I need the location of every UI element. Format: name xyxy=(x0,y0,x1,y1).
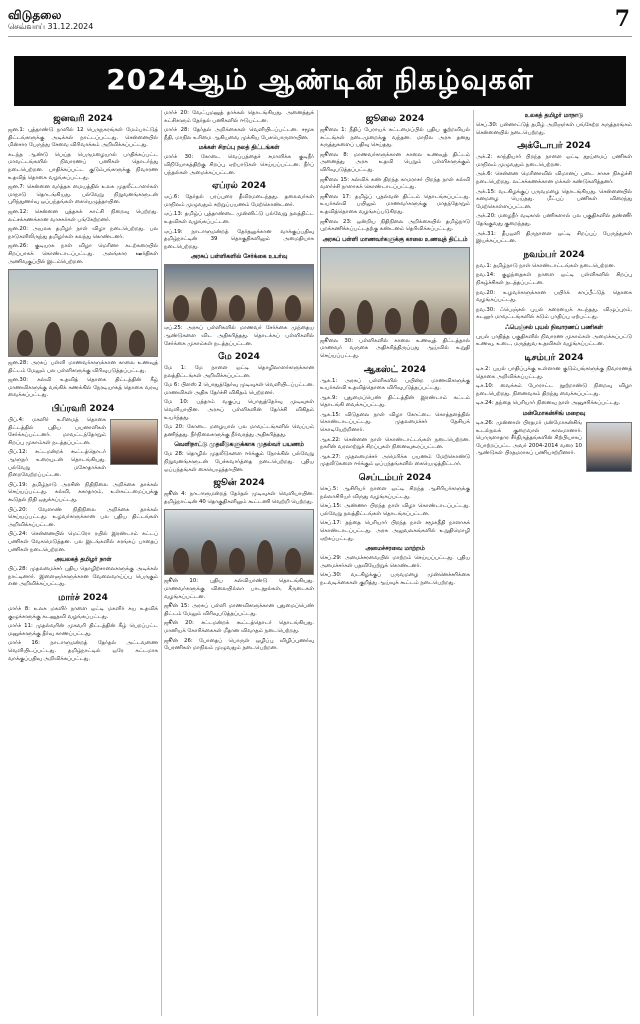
sub-heading: அமைச்சரவை மாற்றம் xyxy=(365,546,425,553)
issue-date: செவ்வாய் 31.12.2024 xyxy=(8,22,94,31)
news-paragraph: அக்.2: காந்தியார் பிறந்த நாளை ஒட்டி தூய்மைப் பணிகள் மாநிலம் முழுவதும் நடைபெற்றன. xyxy=(476,154,632,168)
sub-heading: வெளிநாட்டு முதலீடுகளுக்காக முதல்வர் பயணம் xyxy=(174,442,304,449)
news-paragraph: பிப்.20: வேளாண் நிதிநிலை அறிக்கை தாக்கல் செய்யப்பட்டது. உழவர்களுக்கான பல புதிய திட்டங்கள் அறிவிக்கப்பட்டன. xyxy=(8,506,158,528)
news-paragraph: நவ.1: தமிழ்நாடு நாள் கொண்டாட்டங்கள் நடைபெற்றன. xyxy=(476,262,616,269)
column-divider xyxy=(317,110,318,1016)
sub-heading: அயலகத் தமிழர் நாள் xyxy=(54,557,112,564)
news-paragraph: ஜன.1: புத்தாண்டு நாளில் 12 பெருநகரங்கள் மேம்பாட்டுத் திட்டங்களுக்கு அடிக்கல் நாட்டப்பட்டது. சென்னையில் மின்சார பேருந்து சேவை விரிவாக்கம் அறிவிக்கப்பட்டது. xyxy=(8,127,158,149)
news-paragraph: ஜன.12: சென்னை புத்தகக் காட்சி நிறைவு பெற்றது. லட்சக்கணக்கான வாசகர்கள் பங்கேற்றனர். xyxy=(8,208,158,223)
news-paragraph: அக்.31: தீபஒளி திருநாளை ஒட்டி சிறப்புப் பேருந்துகள் இயக்கப்பட்டன. xyxy=(476,230,632,245)
news-paragraph: செப்.15: அண்ணா பிறந்த நாள் விழா கொண்டாடப்பட்டது. பல்வேறு நலத்திட்டங்கள் தொடங்கப்பட்டன. xyxy=(320,503,470,517)
news-paragraph: டிச.24: தந்தை பெரியார் நினைவு நாள் அனுசரிக்கப்பட்டது. xyxy=(476,400,621,407)
news-paragraph: புயல் பாதித்த பகுதிகளில் நிவாரண முகாம்கள் அமைக்கப்பட்டு உணவு, உடை, மருத்துவ உதவிகள் வழங்கப்பட்டன. xyxy=(476,333,632,348)
month-heading: நவம்பர் 2024 xyxy=(523,249,585,260)
person-figure xyxy=(201,540,217,574)
person-figure xyxy=(285,295,301,321)
news-paragraph: மே 20: கோடை மழையால் பல மாவட்டங்களில் வெப்பம் தணிந்தது. நீர்நிலைகளுக்கு நீர்வரத்து அதிகரித்தது. xyxy=(164,424,314,438)
news-paragraph: ஜூன் 4: நாடாளுமன்றத் தேர்தல் முடிவுகள் வெளியாயின. தமிழ்நாட்டின் 40 தொகுதிகளிலும் கூட்டணி வெற்றி பெற்றது. xyxy=(164,491,314,505)
news-paragraph: மே 6: பிளஸ் 2 பொதுத்தேர்வு முடிவுகள் வெளியிடப்பட்டன. மாணவிகள் அதிக தேர்ச்சி விகிதம் பெற்றனர். xyxy=(164,382,314,396)
news-paragraph: செப்.30: பன்னாட்டுத் தமிழ் அறிஞர்கள் பங்கேற்ற கருத்தரங்கம் சென்னையில் நடைபெற்றது. xyxy=(476,122,632,136)
person-figure xyxy=(357,300,373,334)
news-paragraph: ஜன.7: சென்னை வர்த்தக மையத்தில் உலக முதலீட்டாளர்கள் மாநாடு தொடங்கியது. பல்வேறு நிறுவனங்களுடன் புரிந்துணர்வு ஒப்பந்தங்கள் கையெழுத்தாயின. xyxy=(8,184,158,206)
month-heading: அக்டோபர் 2024 xyxy=(517,141,591,152)
news-paragraph: மார்ச் 20: வேட்புமனுத் தாக்கல் தொடங்கியது. அனைத்துக் கட்சிகளும் தேர்தல் பணிகளில் ஈடுபட்டன. xyxy=(164,110,314,124)
person-figure xyxy=(385,308,401,334)
person-figure xyxy=(257,287,273,321)
news-paragraph: நவ.14: குழந்தைகள் நாளை ஒட்டி பள்ளிகளில் சிறப்பு நிகழ்ச்சிகள் நடத்தப்பட்டன. xyxy=(476,272,632,286)
person-figure xyxy=(129,330,145,356)
paper-name: விடுதலை xyxy=(8,8,62,22)
person-figure xyxy=(201,287,217,321)
sub-heading: உலகத் தமிழர் மாநாடு xyxy=(524,113,584,119)
person-figure xyxy=(73,330,89,356)
sub-heading: மன்மோகன்சிங் மறைவு xyxy=(522,411,586,418)
news-paragraph: ஜன.30: கல்வி உதவித் தொகை திட்டத்தின் கீழ் மாணவிகளுக்கு வங்கிக் கணக்கில் நேரடியாகத் தொகை வரவு வைக்கப்பட்டது. xyxy=(8,377,158,399)
month-heading: மே 2024 xyxy=(218,352,260,363)
person-figure xyxy=(329,308,345,334)
month-heading: ஜூலை 2024 xyxy=(365,114,425,124)
news-paragraph: ஜூலை 15: கல்விக் கண் திறந்த காமராசர் பிறந்த நாள் கல்வி வளர்ச்சி நாளாகக் கொண்டாடப்பட்டது. xyxy=(320,176,470,191)
person-figure xyxy=(257,540,273,574)
news-paragraph: ஜூலை 8: மாணவர்களுக்கான காலை உணவுத் திட்டம் அனைத்து அரசு உதவி பெறும் பள்ளிகளுக்கும் விரிவுபடுத்தப்பட்டது. xyxy=(320,151,470,173)
news-paragraph: மே 10: பத்தாம் வகுப்பு பொதுத்தேர்வு முடிவுகள் வெளியாயின. அரசுப் பள்ளிகளின் தேர்ச்சி விகிதம் உயர்ந்தது. xyxy=(164,399,314,421)
news-paragraph: ஆக.15: விடுதலை நாள் விழா கோட்டை கொத்தளத்தில் கொண்டாடப்பட்டது. முதலமைச்சர் தேசியக் கொடியேற்றினார். xyxy=(320,411,470,434)
news-paragraph: ஜூன் 10: புதிய கல்வியாண்டு தொடங்கியது. மாணவர்களுக்கு விலையில்லா பாடநூல்கள், சீருடைகள் வழங்கப்பட்டன. xyxy=(164,578,314,600)
news-paragraph: நவ.30: ஃபெஞ்சல் புயல் கரையைக் கடந்தது. விழுப்புரம், கடலூர் மாவட்டங்களில் கடும் பாதிப்பு ஏற்பட்டது. xyxy=(476,306,632,321)
news-photo xyxy=(320,247,470,335)
month-heading: பிப்ரவரி 2024 xyxy=(51,404,115,415)
sub-heading: மக்கள் சிறப்பு நலத் திட்டங்கள் xyxy=(198,145,280,152)
news-paragraph: மார்ச் 30: கோடை வெப்பத்தைச் சமாளிக்க குடிநீர் விநியோகத்திற்கு சிறப்பு ஏற்பாடுகள் செய்யப்பட்டன. நீர்ப் பந்தல்கள் அமைக்கப்பட்டன. xyxy=(164,154,314,176)
news-paragraph: மார்ச் 16: நாடாளுமன்றத் தேர்தல் அட்டவணை வெளியிடப்பட்டது. தமிழ்நாட்டில் ஒரே கட்டமாக வாக்குப்பதிவு அறிவிக்கப்பட்டது. xyxy=(8,640,158,662)
news-paragraph: மார்ச் 8: உலக மகளிர் நாளை ஒட்டி மகளிர் சுய உதவிக் குழுக்களுக்கு கடனுதவி வழங்கப்பட்டது. xyxy=(8,605,158,620)
sub-heading: அரசுப் பள்ளிகளில் சேர்க்கை உயர்வு xyxy=(190,254,288,261)
news-paragraph: செப்.30: வடகிழக்குப் பருவமழை முன்னெச்சரிக்கை நடவடிக்கைகள் குறித்து ஆய்வுக் கூட்டம் நடைபெற்றது. xyxy=(320,572,470,586)
person-figure xyxy=(173,548,189,574)
month-heading: ஏப்ரல் 2024 xyxy=(211,181,266,192)
news-paragraph: ஜூன் 26: போதைப் பொருள் ஒழிப்பு விழிப்புணர்வு பேரணிகள் மாநிலம் முழுவதும் நடைபெற்றன. xyxy=(164,637,314,652)
news-paragraph: ஜன.26: குடியரசு நாள் விழா மெரினா கடற்கரையில் சிறப்பாகக் கொண்டாடப்பட்டது. அலங்கார ஊர்திகள் அணிவகுப்பில் இடம்பெற்றன. xyxy=(8,243,158,265)
news-paragraph: ஜன.20: அயலக தமிழர் நாள் விழா நடைபெற்றது. பல நாடுகளிலிருந்து தமிழர்கள் கலந்து கொண்டனர். xyxy=(8,226,158,240)
person-figure xyxy=(17,330,33,356)
news-paragraph: கடந்த ஆண்டு பெய்த பெருமழையால் பாதிக்கப்பட்ட மாவட்டங்களில் நிவாரணப் பணிகள் தொடர்ந்து நடைபெற்றன. பாதிக்கப்பட்ட குடும்பங்களுக்கு நிவாரண உதவித் தொகை வழங்கப்பட்டது. xyxy=(8,151,158,181)
news-paragraph: ஜூலை 1: நீதிப் பேராயக் கட்டமைப்பில் புதிய குற்றவியல் சட்டங்கள் நடைமுறைக்கு வந்தன. மாநில அரசு தனது கருத்துகளைப் பதிவு செய்தது. xyxy=(320,127,470,149)
news-paragraph: ஆக.1: அரசுப் பள்ளிகளில் பயின்ற மாணவிகளுக்கு உயர்கல்வி உதவித்தொகை விரிவுபடுத்தப்பட்டது. xyxy=(320,377,470,392)
person-figure xyxy=(441,308,457,334)
person-figure xyxy=(45,322,61,356)
news-paragraph: பிப்.19: தமிழ்நாடு அரசின் நிதிநிலை அறிக்கை தாக்கல் செய்யப்பட்டது. கல்வி, சுகாதாரம், உள்கட்டமைப்புக்கு கூடுதல் நிதி ஒதுக்கப்பட்டது. xyxy=(8,481,158,503)
news-paragraph: ஆக.22: சென்னை நாள் கொண்டாட்டங்கள் நடைபெற்றன. நகரின் வரலாற்றுச் சிறப்புகள் நினைவுகூரப்பட்டன. xyxy=(320,436,470,451)
news-paragraph: ஏப்.25: அரசுப் பள்ளிகளில் மாணவர் சேர்க்கை முந்தைய ஆண்டுகளை விட அதிகரித்தது. தொடக்கப் பள்ளிகளில் சேர்க்கை முகாம்கள் நடத்தப்பட்டன. xyxy=(164,325,314,347)
news-paragraph: ஏப்.6: தேர்தல் பரப்புரை தீவிரமடைந்தது. தலைவர்கள் மாநிலம் முழுவதும் சுற்றுப்பயணம் மேற்கொண்டனர். xyxy=(164,194,314,208)
month-heading: ஜனவரி 2024 xyxy=(53,114,113,124)
news-paragraph: அக்.15: வடகிழக்குப் பருவமழை தொடங்கியது. சென்னையில் கனமழை பெய்தது. மீட்புப் பணிகள் விரைந்து மேற்கொள்ளப்பட்டன. xyxy=(476,188,632,210)
column-divider xyxy=(161,110,162,1016)
month-heading: மார்ச் 2024 xyxy=(58,592,108,603)
news-paragraph: ஜூலை 30: பள்ளிகளில் காலை உணவுத் திட்டத்தால் மாணவர் வருகை அதிகரித்திருப்பது ஆய்வில் உறுதி செய்யப்பட்டது. xyxy=(320,337,470,359)
news-paragraph: செப்.5: ஆசிரியர் நாளை ஒட்டி சிறந்த ஆசிரியர்களுக்கு நல்லாசிரியர் விருது வழங்கப்பட்டது. xyxy=(320,486,470,500)
headline-banner xyxy=(14,56,626,106)
news-paragraph: டிச.10: வைக்கம் போராட்ட நூற்றாண்டு நிறைவு விழா நடைபெற்றது. நினைவகம் திறந்து வைக்கப்பட்டது. xyxy=(476,383,632,397)
sub-heading: அரசுப் பள்ளி மாணவர்களுக்கு காலை உணவுத் திட்டம் xyxy=(322,236,468,243)
article-column-3 xyxy=(320,110,470,1018)
news-paragraph: பிப்.28: முதலமைச்சர் புதிய தொழிற்சாலைகளுக்கு அடிக்கல் நாட்டினார். இளைஞர்களுக்கான வேலைவாய்ப்பு பெருகும் என அறிவிக்கப்பட்டது. xyxy=(8,566,158,588)
news-paragraph: ஜூலை 23: ஒன்றிய நிதிநிலை அறிக்கையில் தமிழ்நாடு புறக்கணிக்கப்பட்டதற்கு கண்டனம் தெரிவிக்கப்பட்டது. xyxy=(320,218,470,233)
month-heading: செப்டம்பர் 2024 xyxy=(358,473,432,484)
page-number: 7 xyxy=(614,6,630,32)
news-paragraph: மார்ச் 28: தேர்தல் அறிக்கைகள் வெளியிடப்பட்டன. சமூக நீதி, மாநில உரிமை ஆகியவை முக்கிய பேசுபொருளாயின. xyxy=(164,127,314,141)
person-figure xyxy=(285,548,301,574)
month-heading: ஜூன் 2024 xyxy=(213,478,265,489)
person-figure xyxy=(229,295,245,321)
news-paragraph: ஜூலை 17: தமிழ்ப் புதல்வன் திட்டம் தொடங்கப்பட்டது. உயர்கல்வி பயிலும் மாணவர்களுக்கு மாதந்தோறும் உதவித்தொகை வழங்கப்படுகிறது. xyxy=(320,193,470,215)
news-paragraph: செப்.29: அமைச்சரவையில் மாற்றம் செய்யப்பட்டது. புதிய அமைச்சர்கள் பதவியேற்றுக் கொண்டனர். xyxy=(320,555,470,569)
news-paragraph: பிப்.4: மகளிர் உரிமைத் தொகை திட்டத்தில் புதிய பயனாளிகள் சேர்க்கப்பட்டனர். மாவட்டந்தோறும் சிறப்பு முகாம்கள் நடத்தப்பட்டன. xyxy=(8,417,106,446)
person-figure xyxy=(229,548,245,574)
news-paragraph: டிச.26: முன்னாள் பிரதமர் மன்மோகன்சிங் உடல்நலக் குறைவால் காலமானார். பொருளாதார சீர்திருத்தங்களின் சிற்பியாகப் போற்றப்பட்ட அவர் 2004-2014 வரை 10 ஆண்டுகள் பிரதமராகப் பணியாற்றினார். xyxy=(476,420,582,457)
headline-title: 2024ஆம் ஆண்டின் நிகழ்வுகள் xyxy=(106,62,534,96)
news-paragraph: பிப்.24: சென்னையில் மெட்ரோ ரயில் இரண்டாம் கட்டப் பணிகள் வேகமெடுத்தன. பல இடங்களில் சுரங்கப் பாதைப் பணிகள் நடைபெற்றன. xyxy=(8,531,158,553)
news-paragraph: பிப்.12: சட்டமன்றக் கூட்டத்தொடர் ஆளுநர் உரையுடன் தொடங்கியது. பல்வேறு மசோதாக்கள் நிறைவேற்றப்பட்டன. xyxy=(8,449,106,479)
person-figure xyxy=(173,295,189,321)
news-photo xyxy=(164,509,314,575)
news-paragraph: டிச.2: புயல் பாதிப்புக்கு உள்ளான குடும்பங்களுக்கு நிவாரணத் தொகை அறிவிக்கப்பட்டது. xyxy=(476,366,632,380)
news-paragraph: ஏப்.13: தமிழ்ப் புத்தாண்டை முன்னிட்டு பல்வேறு நலத்திட்ட உதவிகள் வழங்கப்பட்டன. xyxy=(164,211,314,225)
masthead xyxy=(8,6,632,37)
portrait-photo xyxy=(586,422,632,472)
news-paragraph: ஆக.27: முதலமைச்சர் அமெரிக்க பயணம் மேற்கொண்டு முதலீடுகளை ஈர்க்கும் ஒப்பந்தங்களில் கையெழுத்திட்டார். xyxy=(320,453,470,468)
article-column-4 xyxy=(476,110,632,1018)
person-figure xyxy=(413,300,429,334)
news-paragraph: ஆக.9: புதுமைப்பெண் திட்டத்தின் இரண்டாம் கட்டம் தொடங்கி வைக்கப்பட்டது. xyxy=(320,394,470,409)
column-divider xyxy=(473,110,474,1016)
month-heading: ஆகஸ்ட் 2024 xyxy=(363,364,427,375)
news-paragraph: மார்ச் 11: முதல்வரின் முகவரி திட்டத்தின் கீழ் பெறப்பட்ட மனுக்களுக்கு தீர்வு காணப்பட்டது. xyxy=(8,623,158,637)
person-figure xyxy=(101,322,117,356)
sub-heading: ஃபெஞ்சல் புயல் நிவாரணப் பணிகள் xyxy=(505,324,603,331)
portrait-photo xyxy=(110,419,158,465)
news-paragraph: மே 28: தொழில் முதலீடுகளை ஈர்க்கும் நோக்கில் பல்வேறு நிறுவனங்களுடன் பேச்சுவார்த்தை நடைபெற்றது. புதிய ஒப்பந்தங்கள் கையெழுத்தாயின. xyxy=(164,451,314,473)
news-paragraph: அக்.6: சென்னை மெரினாவில் விமானப் படை சாகச நிகழ்ச்சி நடைபெற்றது. லட்சக்கணக்கான மக்கள் கண்டுகளித்தனர். xyxy=(476,171,632,185)
news-paragraph: நவ.20: உழவர்களுக்கான பயிர்க் காப்பீட்டுத் தொகை வழங்கப்பட்டது. xyxy=(476,289,632,304)
article-column-1 xyxy=(8,110,158,1018)
article-column-2 xyxy=(164,110,314,1018)
news-photo xyxy=(8,269,158,357)
news-paragraph: ஏப்.19: நாடாளுமன்றத் தேர்தலுக்கான வாக்குப்பதிவு தமிழ்நாட்டின் 39 தொகுதிகளிலும் அமைதியாக நடைபெற்றது. xyxy=(164,228,314,250)
news-paragraph: ஜன.28: அரசுப் பள்ளி மாணவர்களுக்கான காலை உணவுத் திட்டம் மேலும் பல பள்ளிகளுக்கு விரிவுபடுத்தப்பட்டது. xyxy=(8,360,158,374)
news-paragraph: ஜூன் 15: அரசுப் பள்ளி மாணவிகளுக்கான புதுமைப்பெண் திட்டம் மேலும் விரிவுபடுத்தப்பட்டது. xyxy=(164,603,314,617)
news-paragraph: செப்.17: தந்தை பெரியார் பிறந்த நாள் சமூகநீதி நாளாகக் கொண்டாடப்பட்டது. அரசு அலுவலகங்களில் உறுதிமொழி ஏற்கப்பட்டது. xyxy=(320,520,470,542)
month-heading: டிசம்பர் 2024 xyxy=(524,353,584,364)
news-paragraph: அக்.20: மழைநீர் வடிகால் பணிகளால் பல பகுதிகளில் தண்ணீர் தேங்குவது குறைந்தது. xyxy=(476,213,632,227)
news-paragraph: மே 1: மே நாளை ஒட்டி தொழிலாளர்களுக்கான நலத்திட்டங்கள் அறிவிக்கப்பட்டன. xyxy=(164,365,314,379)
news-paragraph: ஜூன் 20: சட்டமன்றக் கூட்டத்தொடர் தொடங்கியது. மானியக் கோரிக்கைகள் மீதான விவாதம் நடைபெற்றது. xyxy=(164,620,314,634)
news-photo xyxy=(164,264,314,322)
